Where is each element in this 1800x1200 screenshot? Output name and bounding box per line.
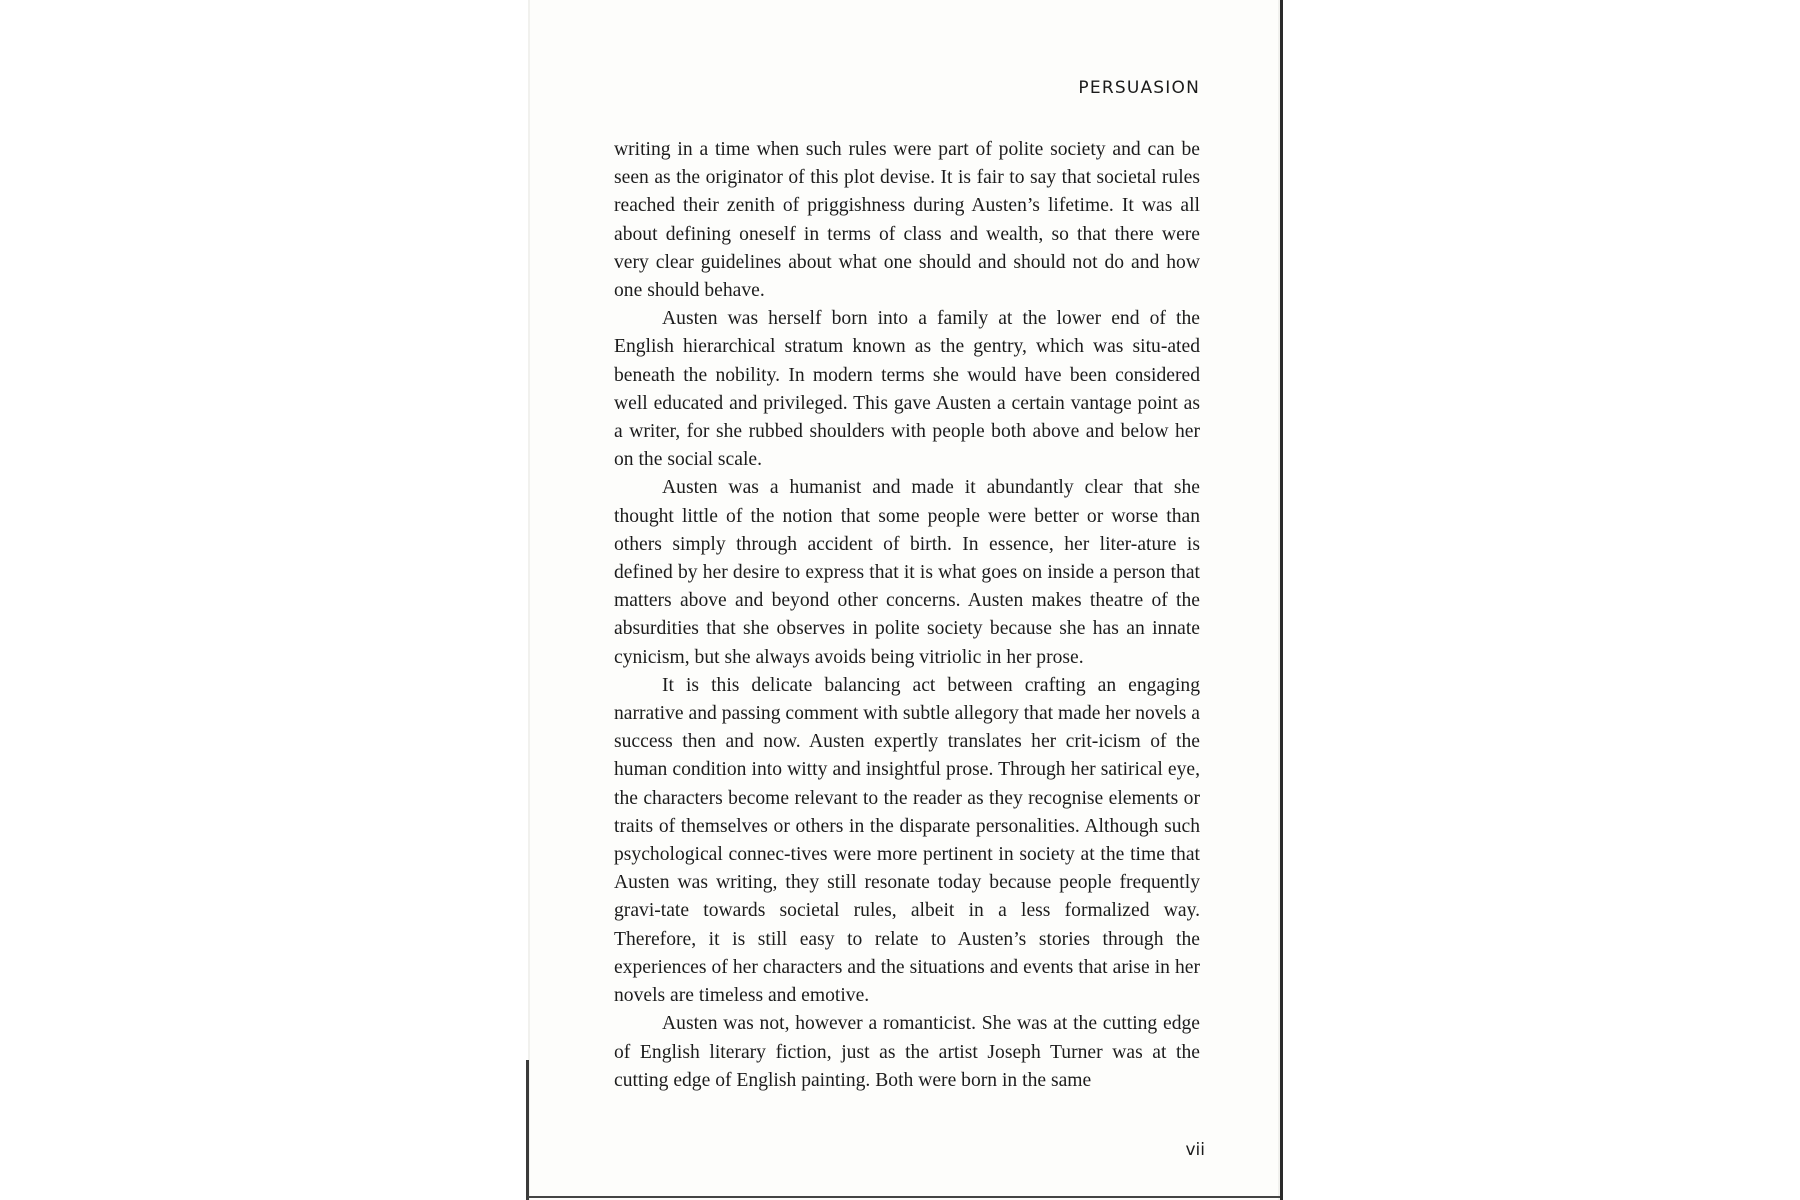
- body-text: [614, 136, 1200, 1095]
- page-number: vii: [1185, 1140, 1205, 1160]
- paragraph: writing in a time when such rules were part of polite society and can be seen as the originator of this plot devise. It is fair to say that societal rules reached their zenith of priggishness during Austen’s lifetime. It was all about defining oneself in terms of class and wealth, so that there were very clear guidelines about what one should and should not do and how one should behave.: [614, 139, 1200, 302]
- running-head: PERSUASION: [1078, 78, 1200, 98]
- paragraph: It is this delicate balancing act between crafting an engaging narrative and passing comment with subtle allegory that made her novels a success then and now. Austen expertly translates her crit-icism of the human condition into witty and insightful prose. Through her satirical eye, the characters become relevant to the reader as they recognise elements or traits of themselves or others in the disparate personalities. Although such psychological connec-tives were more pertinent in society at the time that Austen was writing, they still resonate today because people frequently gravi-tate towards societal rules, albeit in a less formalized way. Therefore, it is still easy to relate to Austen’s stories through the experiences of her characters and the situations and events that arise in her novels are timeless and emotive.: [614, 674, 1201, 1007]
- paragraph: Austen was not, however a romanticist. She was at the cutting edge of English literary fiction, just as the artist Joseph Turner was at the cutting edge of English painting. Both were born in the same: [614, 1013, 1200, 1091]
- page-left-edge: [526, 1060, 529, 1200]
- page-right-edge: [1280, 0, 1283, 1200]
- paragraph: Austen was herself born into a family at the lower end of the English hierarchical stratum known as the gentry, which was situ-ated beneath the nobility. In modern terms she would have been considered well educated and privileged. This gave Austen a certain vantage point as a writer, for she rubbed shoulders with people both above and below her on the social scale.: [614, 308, 1200, 471]
- paragraph: Austen was a humanist and made it abundantly clear that she thought little of the notion that some people were better or worse than others simply through accident of birth. In essence, her liter-ature is defined by her desire to express that it is what goes on inside a person that matters above and beyond other concerns. Austen makes theatre of the absurdities that she observes in polite society because she has an innate cynicism, but she always avoids being vitriolic in her prose.: [614, 477, 1200, 668]
- page-bottom-edge: [528, 1196, 1280, 1198]
